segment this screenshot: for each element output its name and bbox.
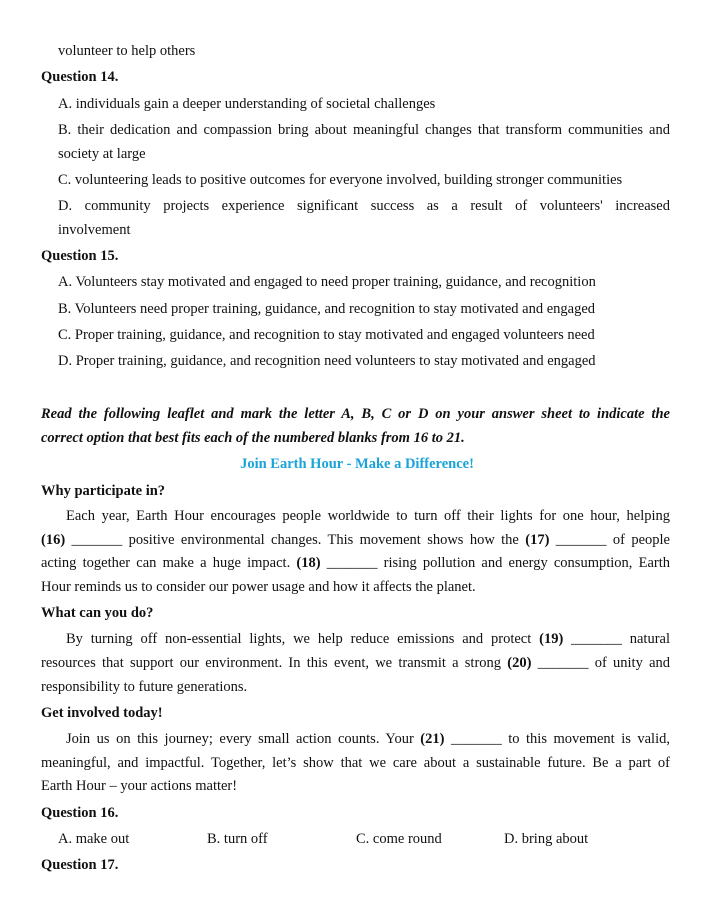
q14-option-d-line2: involvement xyxy=(58,222,131,238)
q14-option-a: A. individuals gain a deeper understanding of societal challenges xyxy=(58,96,436,112)
q16-option-c: C. come round xyxy=(356,831,442,847)
paragraph2-line2-tail: _______ of unity and xyxy=(531,655,671,671)
question-14-label: Question 14. xyxy=(41,69,119,85)
q16-option-b: B. turn off xyxy=(207,831,268,847)
paragraph2-line1-text: By turning off non-essential lights, we help reduce emissions and protect xyxy=(66,631,540,647)
question-15-label: Question 15. xyxy=(41,248,119,264)
paragraph1-line3-text: acting together can make a huge impact. xyxy=(41,555,297,571)
paragraph1-line1: Each year, Earth Hour encourages people worldwide to turn off their lights for one hour, helping xyxy=(66,508,670,524)
section-heading-why: Why participate in? xyxy=(41,483,166,499)
continued-option-text: volunteer to help others xyxy=(58,43,196,59)
blank-21-number: (21) xyxy=(420,731,445,747)
q14-option-b-line1: B. their dedication and compassion bring about meaningful changes that transform communities and xyxy=(58,122,670,138)
q14-option-c: C. volunteering leads to positive outcomes for everyone involved, building stronger communities xyxy=(58,172,623,188)
paragraph1-line2-text: _______ positive environmental changes. This movement shows how the xyxy=(65,532,526,548)
paragraph3-line1-tail: _______ to this movement is valid, xyxy=(444,731,670,747)
blank-17-number: (17) xyxy=(525,532,550,548)
paragraph2-line2-text: resources that support our environment. In this event, we transmit a strong xyxy=(41,655,508,671)
q14-option-d-line1: D. community projects experience significant success as a result of volunteers' increased xyxy=(58,198,670,214)
instruction-line2: correct option that best fits each of the numbered blanks from 16 to 21. xyxy=(41,430,465,446)
paragraph3-line1-text: Join us on this journey; every small action counts. Your xyxy=(66,731,421,747)
blank-18-number: (18) xyxy=(296,555,321,571)
q15-option-c: C. Proper training, guidance, and recognition to stay motivated and engaged volunteers need xyxy=(58,327,595,343)
blank-16-number: (16) xyxy=(41,532,66,548)
paragraph1-line4: Hour reminds us to consider our power usage and how it affects the planet. xyxy=(41,579,476,595)
instruction-line1: Read the following leaflet and mark the letter A, B, C or D on your answer sheet to indicate the xyxy=(41,406,670,422)
section-heading-get-involved: Get involved today! xyxy=(41,705,163,721)
paragraph3-line2: meaningful, and impactful. Together, let’s show that we care about a sustainable future. Be a part of xyxy=(41,755,670,771)
paragraph2-line1-tail: _______ natural xyxy=(563,631,670,647)
paragraph1-line3 xyxy=(41,554,670,572)
section-heading-what: What can you do? xyxy=(41,605,154,621)
blank-19-number: (19) xyxy=(539,631,564,647)
paragraph2-line2 xyxy=(41,654,670,672)
leaflet-title: Join Earth Hour - Make a Difference! xyxy=(240,456,474,472)
paragraph1-line3-tail: _______ rising pollution and energy consumption, Earth xyxy=(320,555,670,571)
q15-option-b: B. Volunteers need proper training, guidance, and recognition to stay motivated and engaged xyxy=(58,301,596,317)
paragraph1-line2-tail: _______ of people xyxy=(549,532,670,548)
paragraph1-line2 xyxy=(41,531,670,549)
paragraph3-line1 xyxy=(66,730,670,748)
q16-option-a: A. make out xyxy=(58,831,130,847)
paragraph2-line3: responsibility to future generations. xyxy=(41,679,248,695)
question-17-label: Question 17. xyxy=(41,857,119,873)
q16-option-d: D. bring about xyxy=(504,831,589,847)
blank-20-number: (20) xyxy=(507,655,532,671)
paragraph2-line1 xyxy=(66,630,670,648)
paragraph3-line3: Earth Hour – your actions matter! xyxy=(41,778,238,794)
q15-option-d: D. Proper training, guidance, and recognition need volunteers to stay motivated and engaged xyxy=(58,353,596,369)
q14-option-b-line2: society at large xyxy=(58,146,146,162)
question-16-label: Question 16. xyxy=(41,805,119,821)
q15-option-a: A. Volunteers stay motivated and engaged to need proper training, guidance, and recognition xyxy=(58,274,596,290)
